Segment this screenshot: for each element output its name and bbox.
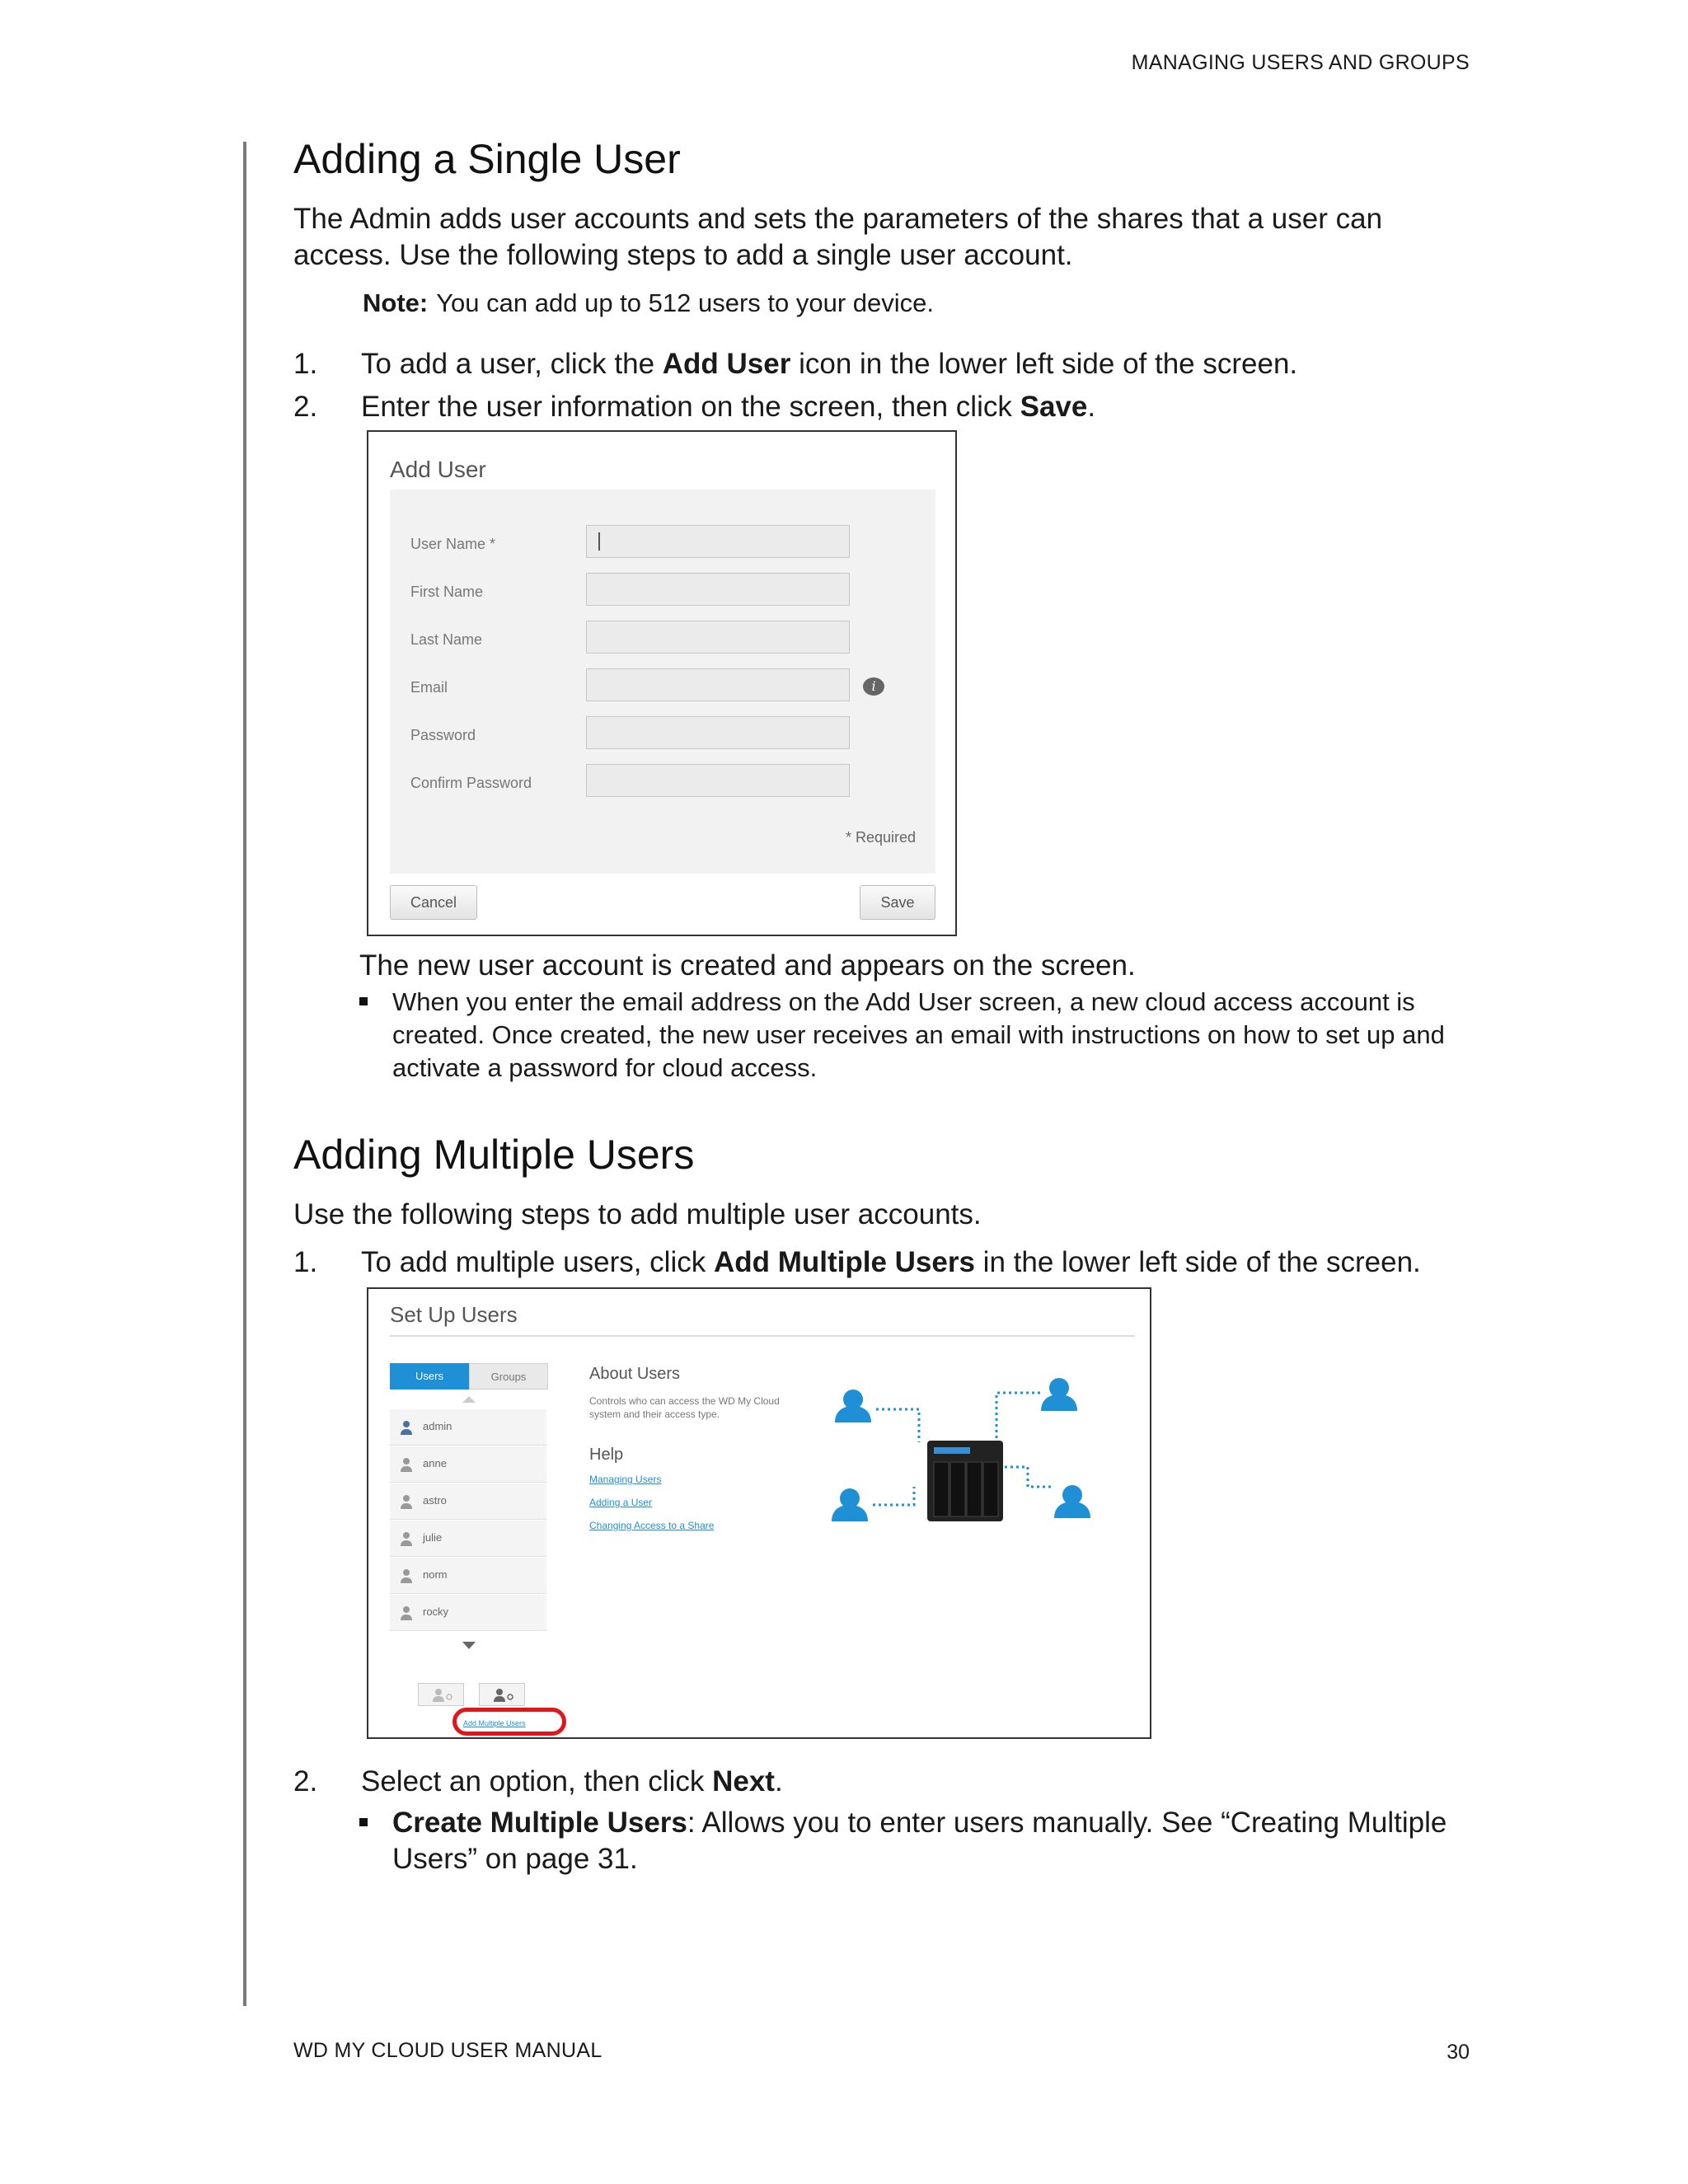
nas-device-icon [927, 1441, 1003, 1521]
add-multiple-users-button[interactable] [479, 1683, 525, 1706]
tab-groups[interactable]: Groups [469, 1363, 548, 1390]
bullet-cloud-access [359, 986, 1497, 1085]
step-bold: Add Multiple Users [713, 1246, 975, 1278]
step-bold: Add User [662, 348, 791, 380]
help-link-adding-user[interactable]: Adding a User [589, 1497, 653, 1508]
first-name-input[interactable] [586, 573, 850, 606]
cancel-button[interactable]: Cancel [390, 885, 477, 920]
step-1-single [293, 346, 1297, 382]
intro-line-2: access. Use the following steps to add a single user account. [293, 239, 1073, 271]
add-user-button[interactable] [418, 1683, 464, 1706]
label-last-name: Last Name [410, 631, 483, 648]
footer-manual-title: WD MY CLOUD USER MANUAL [293, 2039, 603, 2062]
step-text: . [774, 1765, 783, 1797]
title-divider [390, 1335, 1135, 1337]
user-name: julie [423, 1531, 443, 1544]
info-icon[interactable]: i [863, 677, 884, 696]
label-user-name: User Name * [410, 536, 496, 552]
scroll-up-icon[interactable] [462, 1396, 476, 1403]
user-name: anne [423, 1457, 447, 1469]
user-icon [400, 1530, 413, 1547]
note [363, 288, 934, 318]
note-text: You can add up to 512 users to your device. [436, 288, 934, 317]
margin-rule [243, 142, 246, 2006]
user-icon [400, 1456, 413, 1473]
step-text: Select an option, then click [361, 1765, 713, 1797]
help-heading: Help [589, 1446, 624, 1464]
save-button[interactable]: Save [860, 885, 935, 920]
heading-single-user: Adding a Single User [293, 136, 681, 182]
multiple-intro: Use the following steps to add multiple user accounts. [293, 1198, 982, 1230]
step-bold: Next [712, 1765, 775, 1797]
step-1-multiple [293, 1244, 1421, 1281]
user-icon [400, 1493, 413, 1510]
bullet-text [392, 1805, 1497, 1877]
user-name: astro [423, 1494, 447, 1507]
label-confirm-password: Confirm Password [410, 775, 532, 791]
label-password: Password [410, 727, 476, 743]
user-list [390, 1396, 546, 1726]
note-label: Note: [363, 288, 429, 317]
scroll-down-icon[interactable] [462, 1642, 476, 1649]
add-user-dialog [367, 430, 957, 936]
user-icon [400, 1605, 413, 1621]
about-users-heading: About Users [589, 1365, 681, 1383]
step-text: To add multiple users, click [361, 1246, 714, 1278]
bullet-rest: : Allows you to enter users manually. See “Creating Multiple Users” on page 31. [392, 1807, 1447, 1875]
tab-users[interactable]: Users [390, 1363, 469, 1390]
confirm-password-input[interactable] [586, 764, 850, 797]
help-link-managing-users[interactable]: Managing Users [589, 1474, 662, 1485]
bullet-marker [359, 1818, 368, 1826]
page-number: 30 [1447, 2041, 1470, 2064]
intro-line-1: The Admin adds user accounts and sets the parameters of the shares that a user can [293, 203, 1383, 235]
user-name: norm [423, 1568, 448, 1581]
last-name-input[interactable] [586, 621, 850, 654]
list-item-anne[interactable] [390, 1446, 546, 1483]
label-first-name: First Name [410, 583, 484, 600]
user-name: admin [423, 1420, 452, 1432]
help-link-changing-access[interactable]: Changing Access to a Share [589, 1520, 715, 1531]
add-multiple-users-link[interactable]: Add Multiple Users [463, 1719, 526, 1727]
email-input[interactable] [586, 668, 850, 701]
list-item-rocky[interactable] [390, 1595, 546, 1631]
highlight-circle [452, 1708, 566, 1736]
screen-title: Set Up Users [390, 1302, 518, 1327]
list-item-julie[interactable] [390, 1521, 546, 1557]
step-text: in the lower left side of the screen. [974, 1246, 1421, 1278]
step-bold: Save [1020, 391, 1088, 423]
user-icon [400, 1568, 413, 1584]
running-header: MANAGING USERS AND GROUPS [1131, 51, 1470, 74]
step-text: Enter the user information on the screen, then click [361, 391, 1020, 423]
step-2-single [293, 389, 1095, 425]
set-up-users-screen [367, 1287, 1151, 1739]
users-network-illustration [830, 1363, 1118, 1553]
list-item-admin[interactable] [390, 1409, 546, 1446]
step-number: 2. [293, 391, 318, 423]
text-cursor [598, 532, 600, 551]
add-user-icon [419, 1684, 465, 1707]
list-item-norm[interactable] [390, 1558, 546, 1594]
about-users-text: Controls who can access the WD My Cloud system and their access type. [589, 1395, 780, 1420]
user-icon [400, 1419, 413, 1436]
required-note: * Required [845, 829, 916, 846]
bullet-create-multiple-users [359, 1805, 1497, 1877]
bullet-bold: Create Multiple Users [392, 1807, 687, 1839]
label-email: Email [410, 679, 448, 696]
dialog-title: Add User [390, 457, 486, 482]
step-number: 1. [293, 1246, 318, 1278]
bullet-text: When you enter the email address on the Add User screen, a new cloud access account is created. Once created, the new user receives an email with instructions on how to set up and activate a password for cloud access. [392, 987, 1445, 1082]
add-multiple-users-icon [480, 1684, 526, 1707]
bullet-marker [359, 997, 368, 1005]
step-text: . [1087, 391, 1096, 423]
step-number: 2. [293, 1765, 318, 1797]
step-number: 1. [293, 348, 318, 380]
step-2-multiple [293, 1764, 783, 1800]
password-input[interactable] [586, 716, 850, 749]
step-text: icon in the lower left side of the screen. [790, 348, 1298, 380]
heading-multiple-users: Adding Multiple Users [293, 1132, 695, 1178]
user-name: rocky [423, 1605, 449, 1618]
user-name-input[interactable] [586, 525, 850, 558]
list-item-astro[interactable] [390, 1483, 546, 1520]
result-text: The new user account is created and appears on the screen. [359, 949, 1136, 982]
dialog-panel [390, 490, 935, 874]
step-text: To add a user, click the [361, 348, 663, 380]
